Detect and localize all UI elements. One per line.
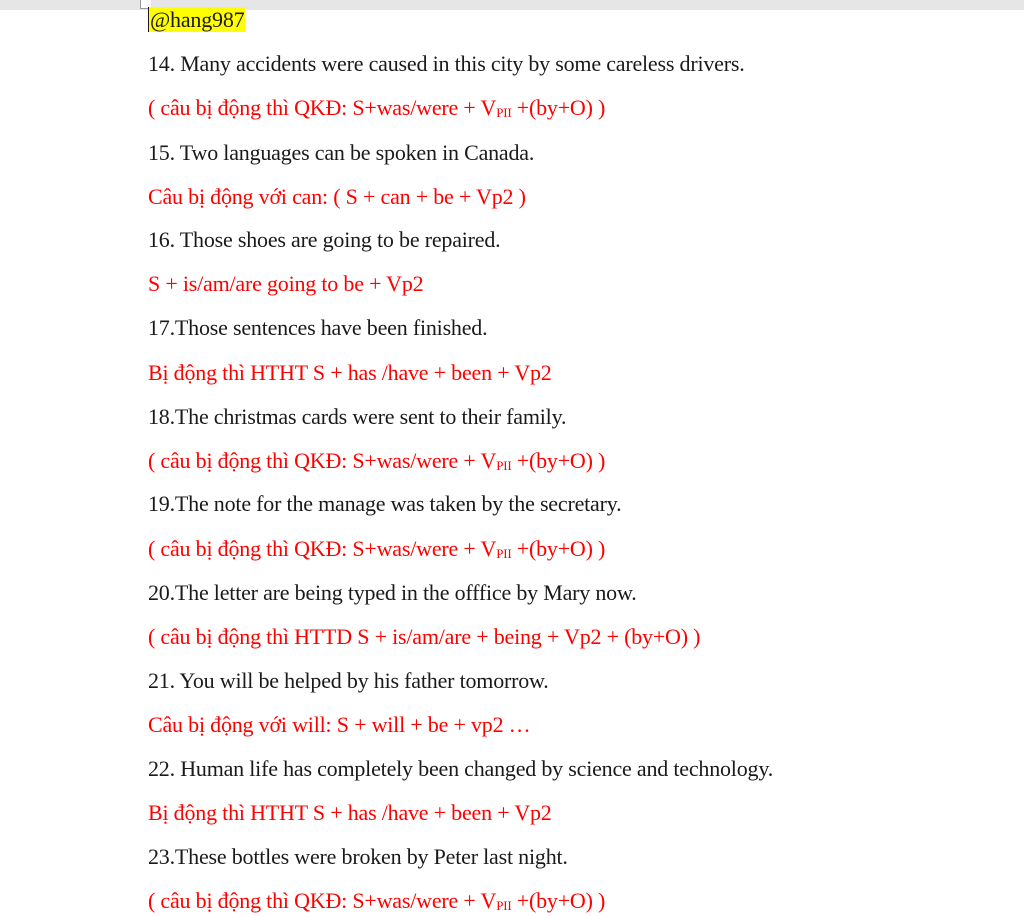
sentence-14: 14. Many accidents were caused in this city by some careless drivers. (148, 51, 745, 76)
rule-suffix: +(by+O) ) (511, 536, 606, 561)
rule-prefix: ( câu bị động thì QKĐ: S+was/were + V (148, 536, 497, 561)
rule-21: Câu bị động với will: S + will + be + vp2 … (148, 712, 531, 737)
rule-suffix: +(by+O) ) (511, 888, 606, 913)
rule-14 (148, 94, 605, 127)
rule-subscript: PII (496, 458, 512, 473)
rule-15: Câu bị động với can: ( S + can + be + Vp2 ) (148, 184, 526, 209)
sentence-17: 17.Those sentences have been finished. (148, 315, 488, 340)
sentence-22: 22. Human life has completely been changed by science and technology. (148, 756, 773, 781)
rule-22: Bị động thì HTHT S + has /have + been + Vp2 (148, 800, 552, 825)
rule-suffix: +(by+O) ) (511, 448, 606, 473)
sentence-23: 23.These bottles were broken by Peter last night. (148, 844, 568, 869)
rule-subscript: PII (496, 105, 512, 120)
sentence-20: 20.The letter are being typed in the offfice by Mary now. (148, 580, 637, 605)
rule-19 (148, 535, 605, 568)
rule-17: Bị động thì HTHT S + has /have + been + Vp2 (148, 360, 552, 385)
rule-18 (148, 447, 605, 480)
rule-prefix: ( câu bị động thì QKĐ: S+was/were + V (148, 95, 497, 120)
rule-16: S + is/am/are going to be + Vp2 (148, 271, 424, 296)
rule-23 (148, 887, 605, 916)
sentence-19: 19.The note for the manage was taken by the secretary. (148, 491, 622, 516)
rule-subscript: PII (496, 898, 512, 913)
rule-20: ( câu bị động thì HTTD S + is/am/are + being + Vp2 + (by+O) ) (148, 624, 701, 649)
rule-subscript: PII (496, 546, 512, 561)
author-handle-highlight: @hang987 (150, 7, 245, 32)
rule-prefix: ( câu bị động thì QKĐ: S+was/were + V (148, 448, 497, 473)
sentence-15: 15. Two languages can be spoken in Canada. (148, 140, 535, 165)
rule-prefix: ( câu bị động thì QKĐ: S+was/were + V (148, 888, 497, 913)
sentence-18: 18.The christmas cards were sent to their family. (148, 404, 567, 429)
author-line (148, 6, 245, 34)
sentence-16: 16. Those shoes are going to be repaired. (148, 227, 501, 252)
sentence-21: 21. You will be helped by his father tomorrow. (148, 668, 549, 693)
rule-suffix: +(by+O) ) (511, 95, 606, 120)
